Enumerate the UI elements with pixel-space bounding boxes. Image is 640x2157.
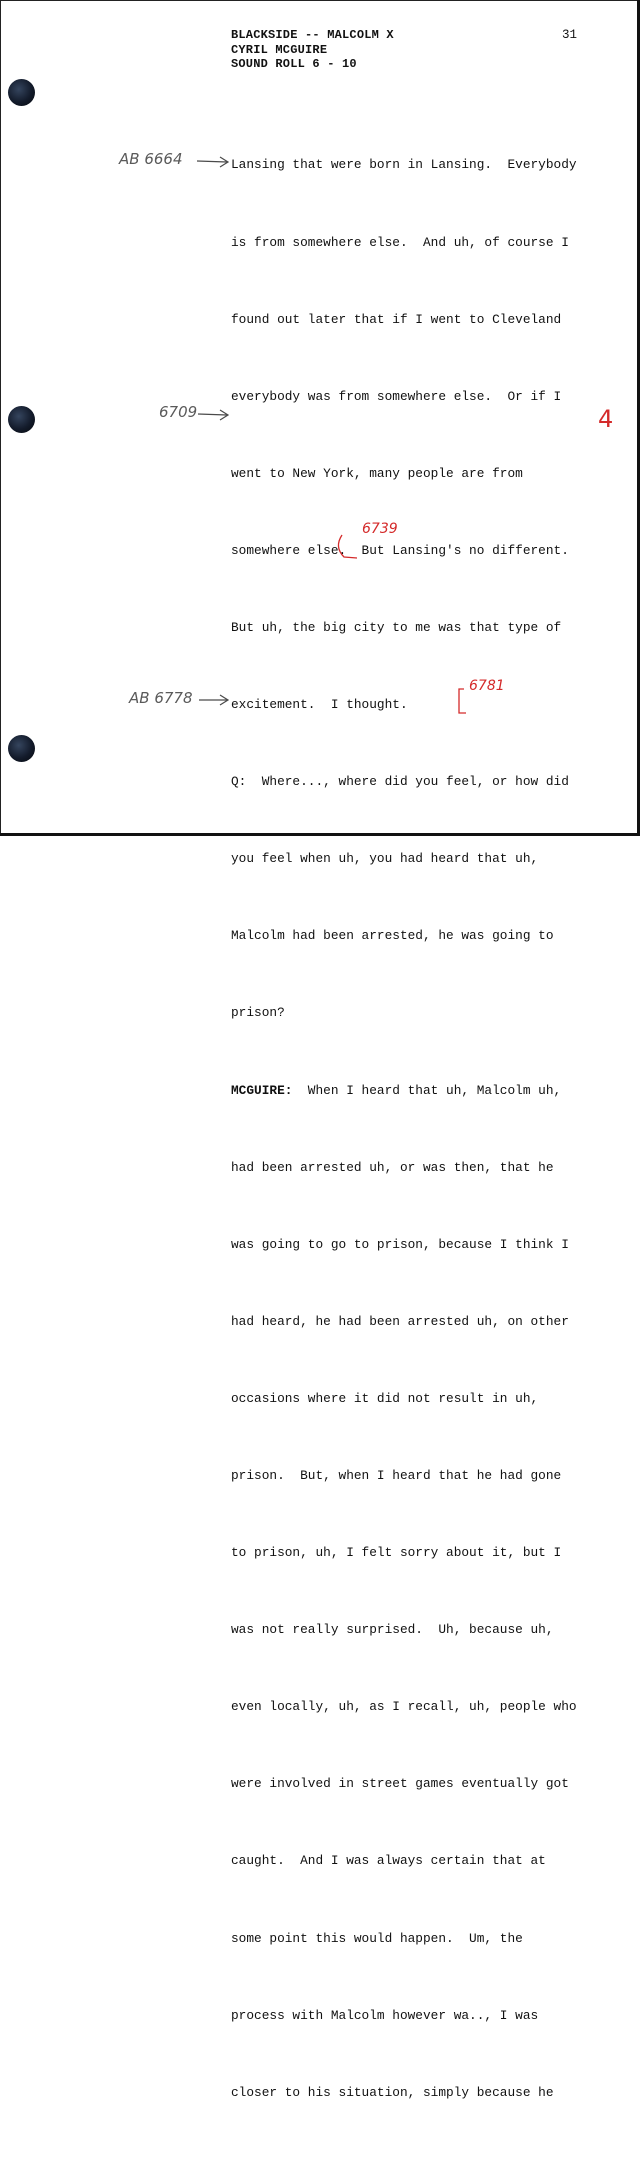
header-interviewee: CYRIL MCGUIRE <box>231 42 328 57</box>
arrow-icon <box>197 157 228 167</box>
transcript-line: closer to his situation, simply because he <box>231 2084 554 2100</box>
bracket-icon <box>338 535 357 558</box>
pencil-arrows <box>197 157 228 705</box>
transcript-line-speaker: MCGUIRE: When I heard that uh, Malcolm uh, <box>231 1082 562 1098</box>
red-margin-mark: 4 <box>598 405 614 433</box>
speaker-label: MCGUIRE: <box>231 1082 293 1098</box>
margin-note-ab-6778: AB 6778 <box>129 689 193 707</box>
arrow-icon <box>198 410 228 420</box>
red-note-6781: 6781 <box>469 678 505 694</box>
transcript-line: somewhere else. But Lansing's no different. <box>231 542 569 558</box>
handwritten-marks <box>1 1 639 835</box>
transcript-line: occasions where it did not result in uh, <box>231 1390 539 1406</box>
bracket-icon <box>459 689 466 713</box>
scan-edge-bottom <box>0 833 640 836</box>
page-number: 31 <box>562 28 578 42</box>
transcript-line: Malcolm had been arrested, he was going to <box>231 928 554 944</box>
transcript-line: excitement. I thought. <box>231 697 408 713</box>
transcript-line: process with Malcolm however wa.., I was <box>231 2007 539 2023</box>
margin-note-ab-6664: AB 6664 <box>119 150 183 168</box>
transcript-line: had been arrested uh, or was then, that he <box>231 1159 554 1175</box>
transcript-line: to prison, uh, I felt sorry about it, but I <box>231 1545 562 1561</box>
red-brackets <box>338 535 466 713</box>
header-project: BLACKSIDE -- MALCOLM X <box>231 28 394 42</box>
header-sound-roll: SOUND ROLL 6 - 10 <box>231 57 357 71</box>
margin-note-6709: 6709 <box>159 403 198 421</box>
transcript-line: But uh, the big city to me was that type of <box>231 619 562 635</box>
transcript-line: went to New York, many people are from <box>231 465 523 481</box>
transcript-line: Q: Where..., where did you feel, or how did <box>231 774 569 790</box>
transcript-line: found out later that if I went to Cleveland <box>231 311 562 327</box>
transcript-line: prison? <box>231 1005 285 1021</box>
transcript-line: had heard, he had been arrested uh, on other <box>231 1313 569 1329</box>
transcript-line: everybody was from somewhere else. Or if I <box>231 388 562 404</box>
transcript-line: was going to go to prison, because I think I <box>231 1236 569 1252</box>
transcript-line: some point this would happen. Um, the <box>231 1930 523 1946</box>
transcript-line: even locally, uh, as I recall, uh, people who <box>231 1699 577 1715</box>
transcript-line: you feel when uh, you had heard that uh, <box>231 851 539 867</box>
transcript-line: was not really surprised. Uh, because uh, <box>231 1622 554 1638</box>
red-note-6739: 6739 <box>362 521 398 537</box>
transcript-line: prison. But, when I heard that he had gone <box>231 1468 562 1483</box>
arrow-icon <box>199 695 228 705</box>
transcript-line: caught. And I was always certain that at <box>231 1853 546 1869</box>
transcript-line: is from somewhere else. And uh, of course I <box>231 234 569 250</box>
transcript-line: were involved in street games eventually got <box>231 1776 569 1792</box>
transcript-line: Lansing that were born in Lansing. Everybody <box>231 157 577 173</box>
